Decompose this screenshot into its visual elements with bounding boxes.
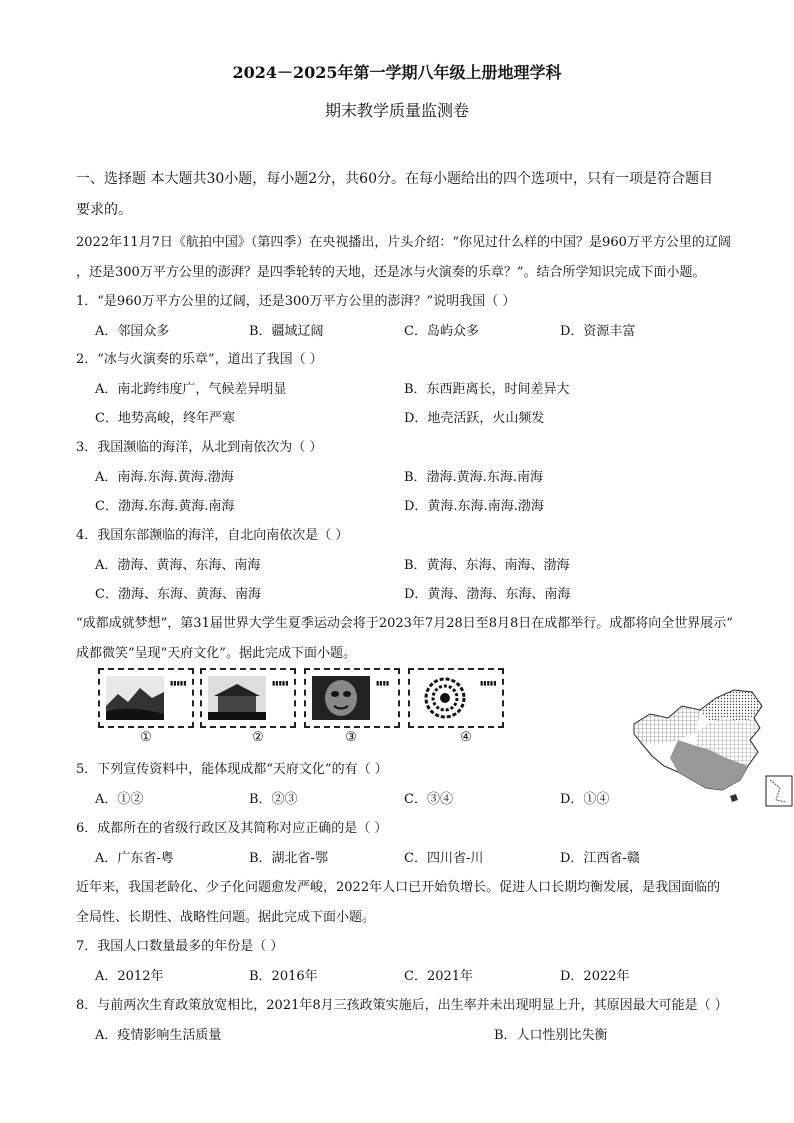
stamp-2 (200, 668, 296, 728)
question-4-option-c[interactable]: C．渤海、东海、黄海、南海 (95, 587, 261, 602)
question-6-option-b[interactable]: B．湖北省-鄂 (249, 851, 328, 866)
stamp-3 (304, 668, 400, 728)
sun-bird-image (416, 676, 474, 720)
question-5-option-d[interactable]: D．①④ (560, 792, 610, 807)
question-3-option-d[interactable]: D．黄海.东海.南海.渤海 (404, 499, 544, 514)
question-2-option-c[interactable]: C．地势高峻，终年严寒 (95, 411, 235, 426)
question-7-option-b[interactable]: B．2016年 (249, 969, 318, 984)
question-5-option-b[interactable]: B．②③ (249, 792, 298, 807)
question-5-option-c[interactable]: C．③④ (404, 792, 453, 807)
question-2-option-a[interactable]: A．南北跨纬度广，气候差异明显 (95, 382, 287, 397)
intro-paragraph-1-cont: ，还是300万平方公里的澎湃？是四季轮转的天地，还是冰与火演奏的乐章？”。结合所学知识完成下面小题。 (76, 265, 706, 280)
stamp-4-caption: ▮▮▮▮▮ (480, 680, 497, 687)
question-7-option-c[interactable]: C．2021年 (404, 969, 474, 984)
question-3-option-c[interactable]: C．渤海.东海.黄海.南海 (95, 499, 235, 514)
question-1-option-b[interactable]: B．疆域辽阔 (249, 324, 324, 339)
question-3-stem: 3．我国濒临的海洋，从北到南依次为（ ） (76, 440, 323, 455)
question-4-option-a[interactable]: A．渤海、黄海、东海、南海 (95, 558, 261, 573)
opera-mask-image (312, 676, 370, 720)
question-6-option-c[interactable]: C．四川省-川 (404, 851, 484, 866)
question-6-option-a[interactable]: A．广东省-粤 (95, 851, 174, 866)
question-4-option-b[interactable]: B．黄海、东海、南海、渤海 (404, 558, 570, 573)
question-7-stem: 7．我国人口数量最多的年份是（ ） (76, 939, 284, 954)
exam-subtitle: 期末教学质量监测卷 (324, 101, 469, 120)
question-5-stem: 5．下列宣传资料中，能体现成都“天府文化”的有（ ） (76, 762, 388, 777)
question-4-stem: 4．我国东部濒临的海洋，自北向南依次是（ ） (76, 528, 349, 543)
question-1-option-a[interactable]: A．邻国众多 (95, 324, 170, 339)
stamp-4 (408, 668, 504, 728)
question-2-stem: 2．“冰与火演奏的乐章”，道出了我国（ ） (76, 352, 323, 367)
section-heading-cont: 要求的。 (76, 202, 132, 218)
question-6-option-d[interactable]: D．江西省-赣 (560, 851, 640, 866)
intro-paragraph-1: 2022年11月7日《航拍中国》（第四季）在央视播出，片头介绍：“你见过什么样的中国？是960万平方公里的辽阔 (76, 235, 731, 250)
intro-paragraph-2-cont: 成都微笑”呈现“天府文化”。据此完成下面小题。 (76, 646, 356, 661)
temple-image (208, 676, 266, 720)
intro-paragraph-3: 近年来，我国老龄化、少子化问题愈发严峻，2022年人口已开始负增长。促进人口长期均衡发展，是我国面临的 (76, 880, 721, 895)
exam-title: 2024－2025年第一学期八年级上册地理学科 (232, 63, 562, 82)
question-1-stem: 1．“是960万平方公里的辽阔，还是300万平方公里的澎湃？”说明我国（ ） (76, 294, 516, 309)
landscape-image (106, 676, 164, 720)
stamp-1 (98, 668, 194, 728)
intro-paragraph-3-cont: 全局性、长期性、战略性问题。据此完成下面小题。 (76, 910, 376, 925)
question-3-option-a[interactable]: A．南海.东海.黄海.渤海 (95, 470, 234, 485)
question-6-stem: 6．成都所在的省级行政区及其简称对应正确的是（ ） (76, 821, 388, 836)
section-heading: 一、选择题 本大题共30小题，每小题2分，共60分。在每小题给出的四个选项中，只有一项是符合题目 (76, 171, 713, 187)
question-8-option-a[interactable]: A．疫情影响生活质量 (95, 1028, 222, 1043)
stamp-label-3: ③ (345, 730, 357, 745)
question-4-option-d[interactable]: D．黄海、渤海、东海、南海 (404, 587, 571, 602)
question-8-option-b[interactable]: B．人口性别比失衡 (494, 1028, 608, 1043)
intro-paragraph-2: “成都成就梦想”，第31届世界大学生夏季运动会将于2023年7月28日至8月8日在成都举行。成都将向全世界展示“ (76, 616, 733, 631)
stamp-label-1: ① (140, 730, 152, 745)
question-7-option-d[interactable]: D．2022年 (560, 969, 630, 984)
stamp-1-caption: ▮▮▮▮▮ (170, 680, 187, 687)
stamp-label-2: ② (252, 730, 264, 745)
china-map-image (630, 688, 794, 808)
stamp-3-caption: ▮▮▮▮ (376, 680, 390, 687)
question-1-option-d[interactable]: D．资源丰富 (560, 324, 636, 339)
question-5-option-a[interactable]: A．①② (95, 792, 144, 807)
question-1-option-c[interactable]: C．岛屿众多 (404, 324, 479, 339)
question-2-option-b[interactable]: B．东西距离长，时间差异大 (404, 382, 570, 397)
question-2-option-d[interactable]: D．地壳活跃，火山频发 (404, 411, 545, 426)
question-7-option-a[interactable]: A．2012年 (95, 969, 164, 984)
question-3-option-b[interactable]: B．渤海.黄海.东海.南海 (404, 470, 543, 485)
stamp-2-caption: ▮▮▮▮▮ (272, 680, 289, 687)
question-8-stem: 8．与前两次生育政策放宽相比，2021年8月三孩政策实施后，出生率并未出现明显上升，其原因最大可能是（ ） (76, 998, 728, 1013)
stamp-label-4: ④ (460, 730, 472, 745)
stamp-figure (96, 668, 497, 748)
